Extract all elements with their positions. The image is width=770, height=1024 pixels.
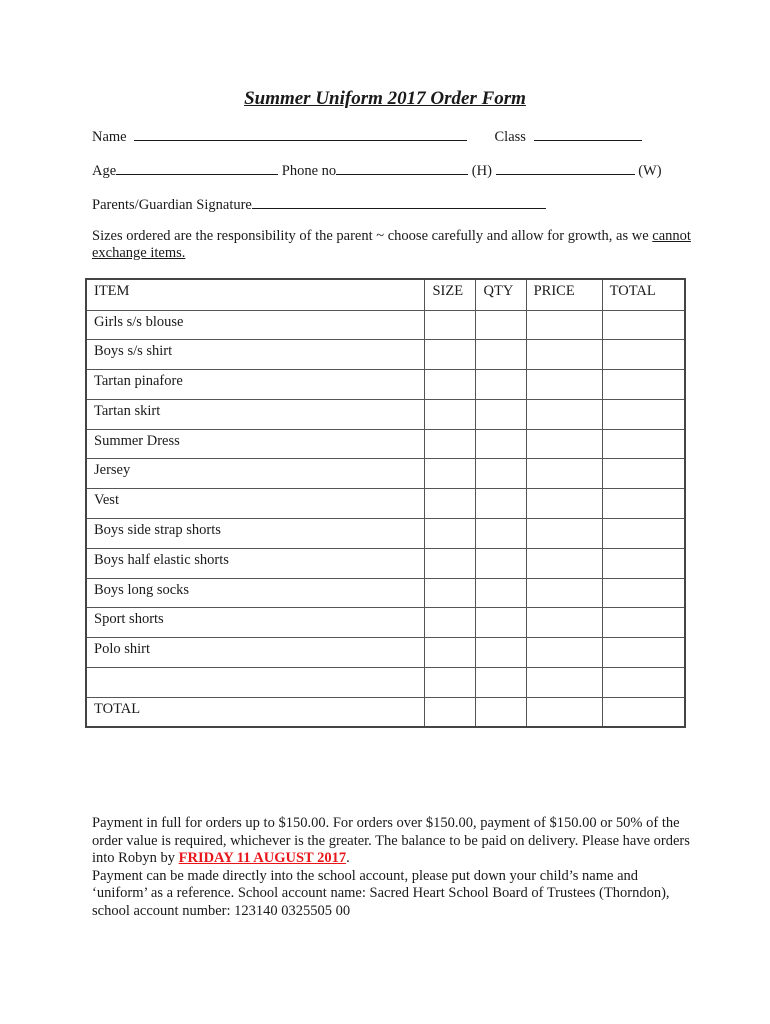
header-size: SIZE: [425, 279, 476, 310]
form-title: Summer Uniform 2017 Order Form: [244, 88, 526, 109]
item-name: Tartan skirt: [86, 399, 425, 429]
name-field[interactable]: [134, 127, 467, 141]
table-row: [86, 370, 685, 400]
phone-label: Phone no: [281, 163, 337, 179]
size-note-text: Sizes ordered are the responsibility of the parent ~ choose carefully and allow for growth, as we: [92, 228, 653, 244]
price-cell[interactable]: [526, 519, 602, 549]
home-label: (H): [471, 163, 492, 179]
total-cell[interactable]: [602, 459, 685, 489]
phone-work-field[interactable]: [496, 161, 635, 175]
table-row: [86, 340, 685, 370]
size-cell[interactable]: [425, 429, 476, 459]
price-cell[interactable]: [526, 459, 602, 489]
table-row: [86, 578, 685, 608]
qty-cell[interactable]: [476, 310, 526, 340]
order-table: [85, 278, 686, 728]
qty-cell[interactable]: [476, 519, 526, 549]
table-row: [86, 638, 685, 668]
header-qty: QTY: [476, 279, 526, 310]
total-cell[interactable]: [602, 608, 685, 638]
price-cell[interactable]: [526, 310, 602, 340]
size-cell[interactable]: [425, 519, 476, 549]
total-amount-cell[interactable]: [602, 697, 685, 727]
phone-home-field[interactable]: [336, 161, 468, 175]
item-name: Polo shirt: [86, 638, 425, 668]
age-label: Age: [92, 163, 117, 179]
size-note-underlined: cannot exchange items.: [92, 228, 691, 261]
size-cell[interactable]: [425, 489, 476, 519]
price-cell[interactable]: [526, 370, 602, 400]
price-cell[interactable]: [526, 578, 602, 608]
item-name: Jersey: [86, 459, 425, 489]
size-cell[interactable]: [425, 399, 476, 429]
item-name: Girls s/s blouse: [86, 310, 425, 340]
table-row: [86, 608, 685, 638]
item-name: Vest: [86, 489, 425, 519]
order-deadline: FRIDAY 11 AUGUST 2017: [178, 850, 347, 866]
qty-cell[interactable]: [476, 340, 526, 370]
payment-text-1: Payment in full for orders up to $150.00. For orders over $150.00, payment of $150.00 or 50% of the order value is required, whichever is the greater. The balance to be paid on delivery. Please have orders into Robyn by: [92, 815, 690, 866]
qty-cell[interactable]: [476, 429, 526, 459]
signature-field[interactable]: [252, 195, 546, 209]
qty-cell[interactable]: [476, 399, 526, 429]
item-name: Boys s/s shirt: [86, 340, 425, 370]
table-header-row: [86, 279, 685, 310]
item-name: Boys side strap shorts: [86, 519, 425, 549]
signature-label: Parents/Guardian Signature: [92, 197, 252, 213]
total-label: TOTAL: [86, 697, 425, 727]
qty-cell[interactable]: [476, 578, 526, 608]
total-cell[interactable]: [602, 370, 685, 400]
item-name: Sport shorts: [86, 608, 425, 638]
size-cell[interactable]: [425, 310, 476, 340]
total-row: [86, 697, 685, 727]
size-cell[interactable]: [425, 578, 476, 608]
qty-cell[interactable]: [476, 489, 526, 519]
item-name: Boys long socks: [86, 578, 425, 608]
size-cell[interactable]: [425, 370, 476, 400]
price-cell[interactable]: [526, 399, 602, 429]
price-cell[interactable]: [526, 668, 602, 698]
total-qty-cell[interactable]: [476, 697, 526, 727]
table-row: [86, 399, 685, 429]
item-name: [86, 668, 425, 698]
size-note: [92, 228, 692, 262]
item-name: Boys half elastic shorts: [86, 548, 425, 578]
header-total: TOTAL: [602, 279, 685, 310]
price-cell[interactable]: [526, 608, 602, 638]
price-cell[interactable]: [526, 548, 602, 578]
price-cell[interactable]: [526, 489, 602, 519]
table-row: [86, 489, 685, 519]
qty-cell[interactable]: [476, 638, 526, 668]
payment-text-2: .: [346, 850, 350, 866]
table-row: [86, 310, 685, 340]
total-cell[interactable]: [602, 668, 685, 698]
price-cell[interactable]: [526, 340, 602, 370]
size-cell[interactable]: [425, 638, 476, 668]
table-row: [86, 668, 685, 698]
qty-cell[interactable]: [476, 668, 526, 698]
total-cell[interactable]: [602, 399, 685, 429]
price-cell[interactable]: [526, 638, 602, 668]
item-name: Summer Dress: [86, 429, 425, 459]
total-cell[interactable]: [602, 548, 685, 578]
header-item: ITEM: [86, 279, 425, 310]
total-cell[interactable]: [602, 489, 685, 519]
price-cell[interactable]: [526, 429, 602, 459]
payment-info: [92, 815, 692, 920]
size-cell[interactable]: [425, 668, 476, 698]
signature-row: [92, 195, 546, 214]
total-cell[interactable]: [602, 340, 685, 370]
qty-cell[interactable]: [476, 608, 526, 638]
total-price-cell[interactable]: [526, 697, 602, 727]
name-row: [92, 127, 642, 146]
name-label: Name: [92, 129, 127, 145]
total-cell[interactable]: [602, 429, 685, 459]
work-label: (W): [638, 163, 662, 179]
table-row: [86, 548, 685, 578]
item-name: Tartan pinafore: [86, 370, 425, 400]
size-cell[interactable]: [425, 459, 476, 489]
total-cell[interactable]: [602, 578, 685, 608]
size-cell[interactable]: [425, 548, 476, 578]
class-field[interactable]: [534, 127, 642, 141]
payment-text-3: Payment can be made directly into the school account, please put down your child’s name and ‘uniform’ as a reference. School account name: Sacred Heart School Board of Trustees (Thorndon), school account number: 123140 0325505 00: [92, 867, 670, 919]
qty-cell[interactable]: [476, 459, 526, 489]
total-cell[interactable]: [602, 519, 685, 549]
table-row: [86, 519, 685, 549]
size-cell[interactable]: [425, 608, 476, 638]
table-row: [86, 429, 685, 459]
qty-cell[interactable]: [476, 548, 526, 578]
header-price: PRICE: [526, 279, 602, 310]
age-field[interactable]: [116, 161, 278, 175]
total-cell[interactable]: [602, 638, 685, 668]
class-label: Class: [494, 129, 526, 145]
size-cell[interactable]: [425, 340, 476, 370]
total-size-cell[interactable]: [425, 697, 476, 727]
table-row: [86, 459, 685, 489]
age-phone-row: [92, 161, 662, 180]
qty-cell[interactable]: [476, 370, 526, 400]
total-cell[interactable]: [602, 310, 685, 340]
